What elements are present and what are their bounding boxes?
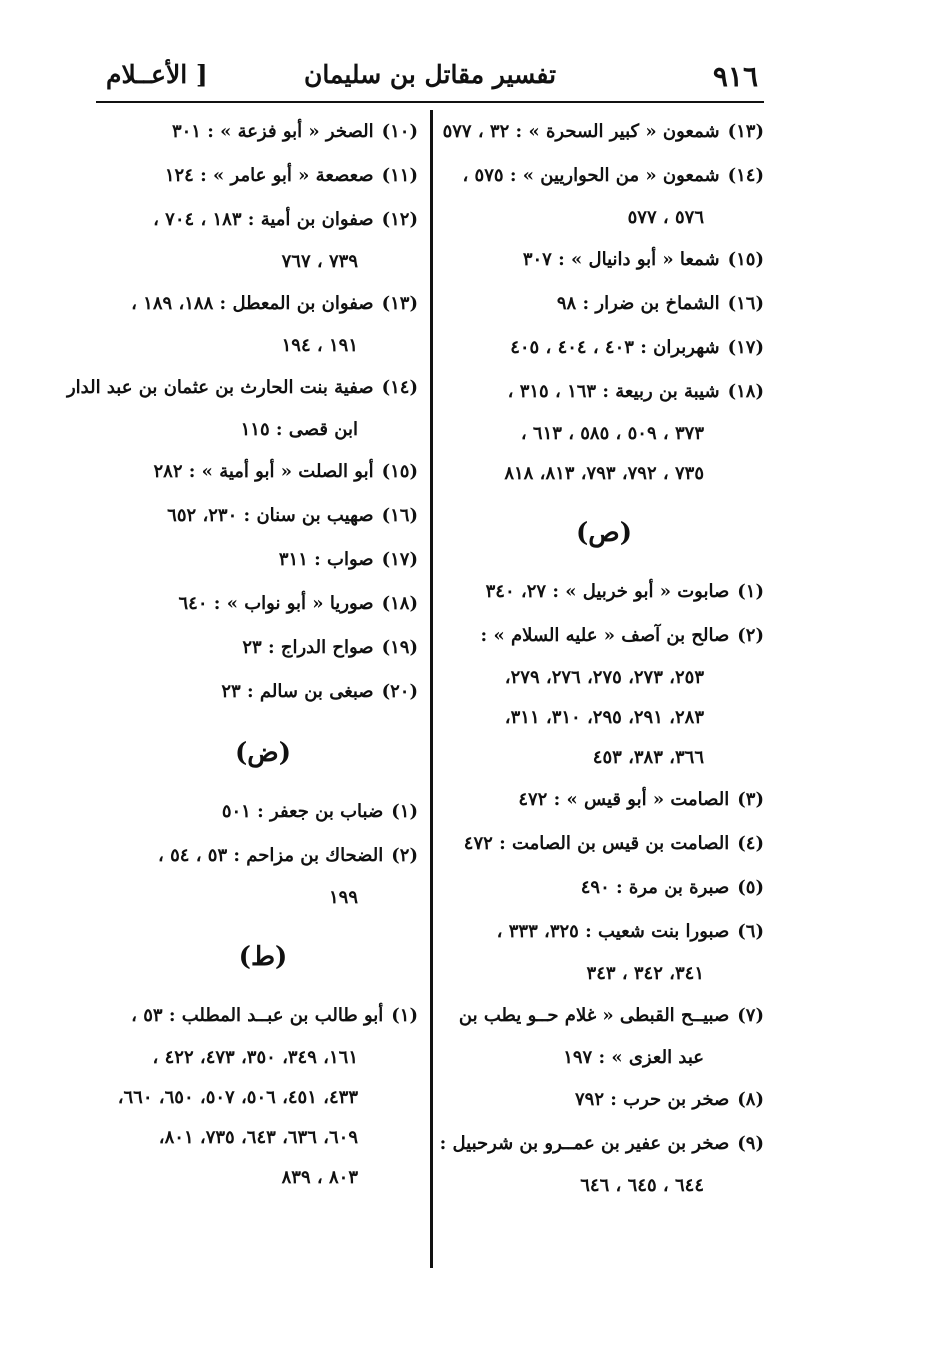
index-entry: [444, 154, 764, 198]
entry-text: شمعون « كبير السحرة » : ٣٢ ، ٥٧٧: [442, 121, 720, 142]
entry-number: (١٦): [727, 293, 764, 314]
entry-number: (١٠): [381, 121, 418, 142]
index-entry: [108, 198, 418, 242]
entry-text: أبو الصلت « أبو أمية » : ٢٨٢: [153, 461, 374, 482]
right-column: [439, 110, 764, 1206]
entry-text: الصامت بن قيس بن الصامت : ٤٧٢: [463, 833, 730, 854]
left-entries-sad: [66, 110, 418, 714]
left-entries-ta: [108, 994, 418, 1198]
entry-number: (١٥): [727, 249, 764, 270]
entry-text: ضباب بن جعفر : ٥٠١: [221, 801, 384, 822]
index-entry: [108, 282, 418, 326]
entry-text: صبرة بن مرة : ٤٩٠: [580, 877, 730, 898]
index-entry: [444, 370, 764, 414]
entry-number: (١٧): [727, 337, 764, 358]
entry-number: (٥): [737, 877, 764, 898]
entry-text: الصامت « أبو قيس » : ٤٧٢: [518, 789, 730, 810]
entry-number: (١): [737, 581, 764, 602]
entry-number: (٢): [737, 625, 764, 646]
entry-continuation: ٣٦٦، ٣٨٣، ٤٥٣: [592, 747, 704, 768]
index-entry: [444, 110, 764, 154]
entry-number: (١٥): [381, 461, 418, 482]
entry-text: صهيب بن سنان : ٢٣٠، ٦٥٢: [167, 505, 374, 526]
entry-text: صبغى بن سالم : ٢٣: [221, 681, 374, 702]
entry-text: صابوت « أبو خربيل » : ٢٧، ٣٤٠: [485, 581, 730, 602]
section-heading-dad: (ض): [234, 738, 292, 768]
index-entry: [444, 238, 764, 282]
entry-continuation: ٢٥٣، ٢٧٣، ٢٧٥، ٢٧٦، ٢٧٩،: [504, 667, 704, 688]
index-entry: [444, 910, 764, 954]
book-title: تفسير مقاتل بن سليمان: [303, 60, 557, 89]
entry-number: (١): [391, 801, 418, 822]
index-entry: [108, 450, 418, 494]
page-header: [96, 52, 764, 102]
entry-text: الضحاك بن مزاحم : ٥٣ ، ٥٤ ،: [158, 845, 384, 866]
index-entry: [108, 994, 418, 1038]
entry-number: (١٧): [381, 549, 418, 570]
index-entry: [444, 1078, 764, 1122]
index-entry: [444, 866, 764, 910]
entry-number: (١١): [381, 165, 418, 186]
page-number: ٩١٦: [712, 60, 758, 93]
section-heading-ta: (ط): [238, 942, 288, 972]
entry-text: صواب : ٣١١: [278, 549, 374, 570]
entry-text: صفوان بن المعطل : ١٨٨، ١٨٩ ،: [131, 293, 374, 314]
entry-text: صفوان بن أمية : ١٨٣ ، ٧٠٤ ،: [153, 209, 374, 230]
entry-continuation: ٣٧٣ ، ٥٠٩ ، ٥٨٥ ، ٦١٣ ،: [520, 423, 704, 444]
entry-text: صواح الدراج : ٢٣: [242, 637, 374, 658]
index-entry: [444, 282, 764, 326]
entry-text: صبيــح القبطى « غلام حــو يطب بن: [458, 1005, 730, 1026]
index-entry: [439, 1122, 764, 1166]
entry-continuation: عبد العزى » : ١٩٧: [563, 1047, 704, 1068]
index-entry: [444, 570, 764, 614]
index-entry: [444, 994, 764, 1038]
entry-number: (٩): [737, 1133, 764, 1154]
entry-number: (١٣): [381, 293, 418, 314]
index-entry: [444, 822, 764, 866]
entry-number: (٦): [737, 921, 764, 942]
left-entries-dad: [108, 790, 418, 918]
entry-number: (١٨): [727, 381, 764, 402]
entry-text: صفية بنت الحارث بن عثمان بن عبد الدار: [66, 377, 374, 398]
entry-number: (١٢): [381, 209, 418, 230]
index-entry: [444, 326, 764, 370]
right-entries-top: [444, 110, 764, 494]
entry-continuation: ١٩١ ، ١٩٤: [281, 335, 358, 356]
entry-text: الصخر « أبو فزعة » : ٣٠١: [171, 121, 374, 142]
entry-number: (٣): [737, 789, 764, 810]
entry-number: (٢٠): [381, 681, 418, 702]
entry-number: (١٩): [381, 637, 418, 658]
entry-text: صخر بن حرب : ٧٩٢: [574, 1089, 730, 1110]
entry-number: (١٤): [727, 165, 764, 186]
entry-continuation: ١٦١، ٣٤٩، ٣٥٠، ٤٧٣، ٤٢٢ ،: [152, 1047, 358, 1068]
entry-continuation: ٤٣٣، ٤٥١، ٥٠٦، ٥٠٧، ٦٥٠، ٦٦٠،: [117, 1087, 358, 1108]
entry-text: صعصعة « أبو عامر » : ١٢٤: [164, 165, 374, 186]
entry-continuation: ٧٣٩ ، ٧٦٧: [281, 251, 358, 272]
entry-continuation: ٣٤١، ٣٤٢ ، ٣٤٣: [586, 963, 704, 984]
index-entry: [444, 778, 764, 822]
index-entry: [108, 110, 418, 154]
entry-number: (١٤): [381, 377, 418, 398]
entry-text: صبورا بنت شعيب : ٣٢٥، ٣٣٣ ،: [496, 921, 730, 942]
index-entry: [108, 582, 418, 626]
entry-number: (٤): [737, 833, 764, 854]
entry-number: (١): [391, 1005, 418, 1026]
section-heading-sad: (ص): [575, 518, 633, 548]
entry-text: شيبة بن ربيعة : ١٦٣ ، ٣١٥ ،: [507, 381, 720, 402]
entry-text: صخر بن عفير بن عمــرو بن شرحبيل :: [439, 1133, 730, 1154]
column-divider: [430, 110, 433, 1268]
section-title: [ الأعــلام: [106, 60, 208, 89]
index-entry: [108, 670, 418, 714]
entry-continuation: ٦٠٩، ٦٣٦، ٦٤٣، ٧٣٥، ٨٠١،: [158, 1127, 358, 1148]
entry-text: أبو طالب بن عبــد المطلب : ٥٣ ،: [131, 1005, 384, 1026]
entry-text: شهربران : ٤٠٣ ، ٤٠٤ ، ٤٠٥: [510, 337, 720, 358]
index-entry: [108, 154, 418, 198]
entry-number: (٧): [737, 1005, 764, 1026]
right-entries-sad: [439, 570, 764, 1206]
entry-number: (١٨): [381, 593, 418, 614]
entry-continuation: ٥٧٦ ، ٥٧٧: [627, 207, 704, 228]
entry-text: صوريا « أبو نواب » : ٦٤٠: [178, 593, 374, 614]
entry-text: شمعون « من الحواريين » : ٥٧٥ ،: [462, 165, 720, 186]
index-entry: [108, 790, 418, 834]
entry-number: (٨): [737, 1089, 764, 1110]
entry-continuation: ١٩٩: [328, 887, 358, 908]
entry-continuation: ٨٠٣ ، ٨٣٩: [281, 1167, 358, 1188]
entry-text: شمعا « أبو دانيال » : ٣٠٧: [522, 249, 720, 270]
entry-number: (٢): [391, 845, 418, 866]
entry-continuation: ابن قصى : ١١٥: [240, 419, 358, 440]
index-entry: [108, 538, 418, 582]
index-entry: [108, 494, 418, 538]
index-entry: [66, 366, 418, 410]
entry-number: (١٦): [381, 505, 418, 526]
entry-continuation: ٢٨٣، ٢٩١، ٢٩٥، ٣١٠، ٣١١،: [504, 707, 704, 728]
entry-text: صالح بن آصف « عليه السلام » :: [480, 625, 730, 646]
left-column: [66, 110, 418, 1198]
entry-number: (١٣): [727, 121, 764, 142]
index-entry: [108, 834, 418, 878]
header-rule: [96, 101, 764, 103]
index-entry: [444, 614, 764, 658]
entry-continuation: ٦٤٤ ، ٦٤٥ ، ٦٤٦: [580, 1175, 704, 1196]
entry-continuation: ٧٣٥ ، ٧٩٢، ٧٩٣، ٨١٣، ٨١٨: [504, 463, 704, 484]
entry-text: الشماخ بن ضرار : ٩٨: [556, 293, 720, 314]
index-entry: [108, 626, 418, 670]
